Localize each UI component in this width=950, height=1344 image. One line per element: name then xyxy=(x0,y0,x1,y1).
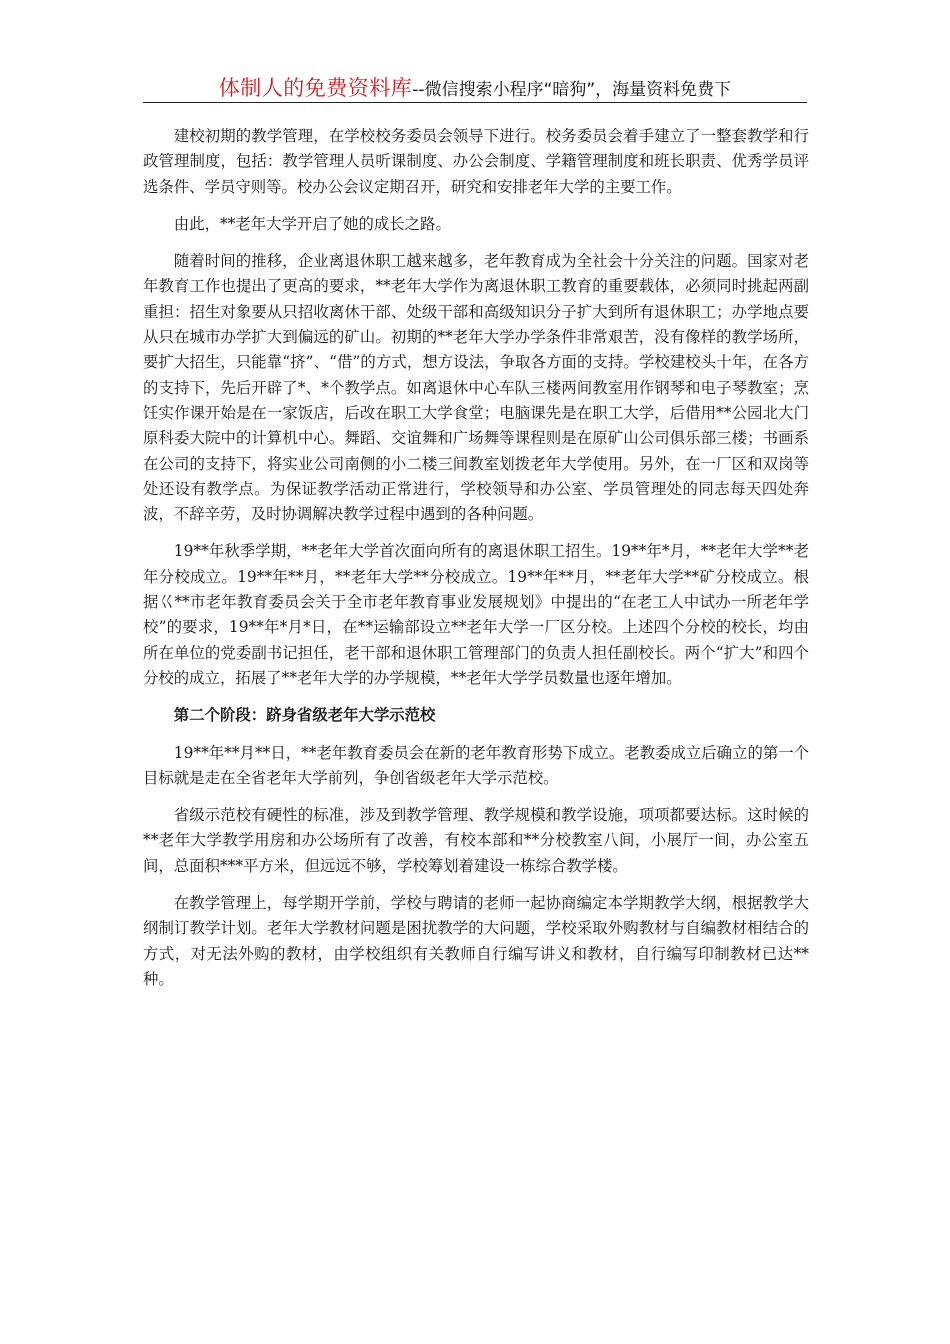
paragraph-teaching-management: 在教学管理上，每学期开学前，学校与聘请的老师一起协商编定本学期教学大纲，根据教学大纲制订教学计划。老年大学教材问题是困扰教学的大问题，学校采取外购教材与自编教材相结合的方式，对无法外购的教材，由学校组织有关教师自行编写讲义和教材，自行编写印制教材已达**种。 xyxy=(143,894,809,988)
paragraph-expansion: 随着时间的推移，企业离退休职工越来越多，老年教育成为全社会十分关注的问题。国家对老年教育工作也提出了更高的要求，**老年大学作为离退休职工教育的重要载体，必须同时挑起两副重担：招生对象要从只招收离休干部、处级干部和高级知识分子扩大到所有退休职工；办学地点要从只在城市办学扩大到偏远的矿山。初期的**老年大学办学条件非常艰苦，没有像样的教学场所，要扩大招生，只能靠“挤”、“借”的方式，想方设法，争取各方面的支持。学校建校头十年，在各方的支持下，先后开辟了*、*个教学点。如离退休中心车队三楼两间教室用作钢琴和电子琴教室；烹饪实作课开始是在一家饭店，后改在职工大学食堂；电脑课先是在职工大学，后借用**公园北大门原科委大院中的计算机中心。舞蹈、交谊舞和广场舞等课程则是在原矿山公司俱乐部三楼；书画系在公司的支持下，将实业公司南侧的小二楼三间教室划拨老年大学使用。另外，在一厂区和双岗等处还设有教学点。为保证教学活动正常进行，学校领导和办公室、学员管理处的同志每天四处奔波，不辞辛劳，及时协调解决教学过程中遇到的各种问题。 xyxy=(143,252,809,524)
page-header xyxy=(143,72,807,103)
paragraph-committee: 19**年**月**日，**老年教育委员会在新的老年教育形势下成立。老教委成立后确立的第一个目标就是走在全省老年大学前列，争创省级老年大学示范校。 xyxy=(143,743,810,787)
section-heading: 第二个阶段：跻身省级老年大学示范校 xyxy=(173,706,436,725)
paragraph-early-management: 建校初期的教学管理，在学校校务委员会领导下进行。校务委员会着手建立了一整套教学和行政管理制度，包括：教学管理人员听课制度、办公会制度、学籍管理制度和班长职责、优秀学员评选条件、学员守则等。校办公会议定期召开，研究和安排老年大学的主要工作。 xyxy=(143,127,809,196)
header-brand: 体制人的免费资料库 xyxy=(218,76,413,100)
paragraph-branch-schools: 19**年秋季学期，**老年大学首次面向所有的离退休职工招生。19**年*月，**老年大学**老年分校成立。19**年**月，**老年大学**分校成立。19**年**月，**老年大学**矿分校成立。根据巜**市老年教育委员会关于全市老年教育事业发展规划》中提出的“在老工人中试办一所老年学校”的要求，19**年*月*日，在**运输部设立**老年大学一厂区分校。上述四个分校的校长，均由所在单位的党委副书记担任，老干部和退休职工管理部门的负责人担任副校长。两个“扩大”和四个分校的成立，拓展了**老年大学的办学规模，**老年大学学员数量也逐年增加。 xyxy=(143,542,809,687)
header-tagline: --微信搜索小程序“暗狗”，海量资料免费下 xyxy=(412,80,732,100)
document-body xyxy=(143,124,809,1004)
paragraph-standards: 省级示范校有硬性的标准，涉及到教学管理、教学规模和教学设施，项项都要达标。这时候的**老年大学教学用房和办公场所有了改善，有校本部和**分校教室八间，小展厅一间，办公室五间，总面积***平方米，但远远不够，学校筹划着建设一栋综合教学楼。 xyxy=(143,806,809,875)
paragraph-growth-start: 由此，**老年大学开启了她的成长之路。 xyxy=(173,214,451,233)
